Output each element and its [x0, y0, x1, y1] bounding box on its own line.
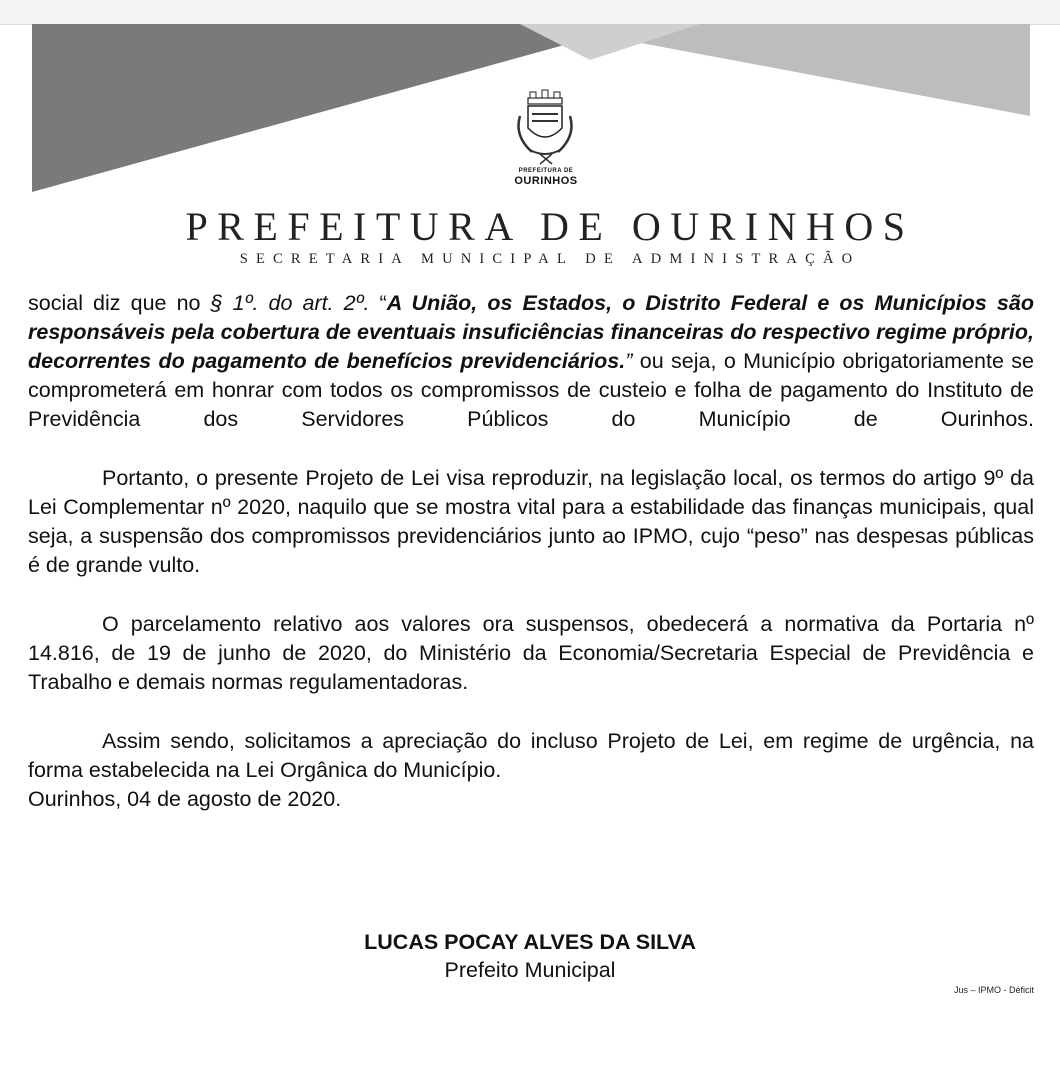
footer-reference-code: Jus – IPMO - Déficit — [953, 985, 1034, 995]
p1-open-quote: “ — [369, 291, 387, 315]
paragraph-1 — [28, 289, 1034, 434]
paragraph-3: O parcelamento relativo aos valores ora suspensos, obedecerá a normativa da Portaria nº 14.816, de 19 de junho de 2020, do Ministério da Economia/Secretaria Especial de Previdência e Trabalho e demais normas regulamentadoras. — [28, 612, 1034, 694]
p1-close-quote: ” — [625, 349, 633, 373]
p1-quoted-law: A União, os Estados, o Distrito Federal e os Municípios são responsáveis pela cobertura de eventuais insuficiências financeiras do respectivo regime próprio, decorrentes do pagamento de benefícios previdenciários. — [28, 291, 1034, 373]
date-line: Ourinhos, 04 de agosto de 2020. — [28, 787, 342, 811]
p1-legal-reference: § 1º. do art. 2º. — [210, 291, 370, 315]
signer-role: Prefeito Municipal — [444, 958, 616, 982]
page-title: PREFEITURA DE OURINHOS — [185, 204, 915, 249]
viewer-top-bar — [0, 0, 1060, 25]
paragraph-2: Portanto, o presente Projeto de Lei visa reproduzir, na legislação local, os termos do artigo 9º da Lei Complementar nº 2020, naquilo que se mostra vital para a estabilidade das finanças municipais, qual seja, a suspensão dos compromissos previdenciários junto ao IPMO, cujo “peso” nas despesas públicas é de grande vulto. — [28, 466, 1034, 577]
logo-caption-big: OURINHOS — [514, 175, 578, 187]
p1-text-b: ou seja, o Município obrigatoriamente se comprometerá em honrar com todos os compromissos de custeio e folha de pagamento do Instituto de Previdência dos Servidores Públicos do Município de Ourinhos. — [28, 349, 1034, 431]
municipal-coat-of-arms-icon — [519, 90, 572, 164]
page-subtitle: SECRETARIA MUNICIPAL DE ADMINISTRAÇÃO — [239, 251, 861, 267]
p1-text-a: social diz que no — [28, 291, 211, 315]
logo-caption-small: PREFEITURA DE — [518, 168, 574, 174]
document-body — [28, 289, 1034, 814]
paragraph-4: Assim sendo, solicitamos a apreciação do incluso Projeto de Lei, em regime de urgência, na forma estabelecida na Lei Orgânica do Município. — [28, 729, 1034, 782]
signer-name: LUCAS POCAY ALVES DA SILVA — [364, 930, 696, 954]
signature-block — [0, 928, 1060, 984]
